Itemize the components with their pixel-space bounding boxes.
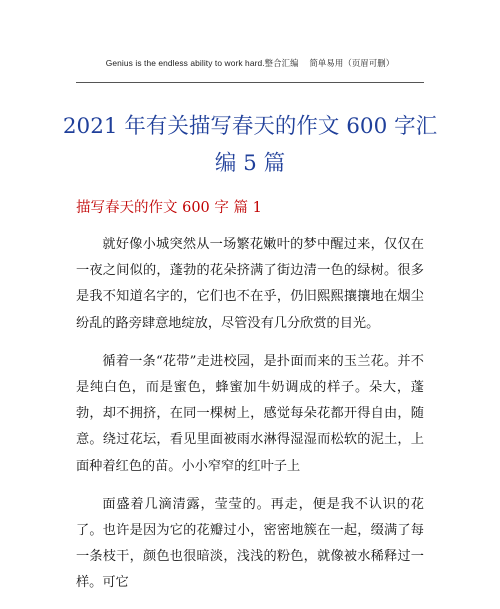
header-divider [76, 82, 424, 83]
section-heading: 描写春天的作文 600 字 篇 1 [76, 200, 262, 216]
page-header: Genius is the endless ability to work hard.整合汇编 简单易用（页眉可删） [105, 58, 395, 68]
body-text [76, 232, 424, 609]
paragraph: 面盛着几滴清露，莹莹的。再走，便是我不认识的花了。也许是因为它的花瓣过小，密密地簇在一起，缀满了每一条枝干，颜色也很暗淡，浅浅的粉色，就像被水稀释过一样。可它 [76, 496, 424, 591]
document-title: 2021 年有关描写春天的作文 600 字汇编 5 篇 [62, 114, 438, 177]
paragraph: 就好像小城突然从一场繁花嫩叶的梦中醒过来，仅仅在一夜之间似的，蓬勃的花朵挤满了街边清一色的绿树。很多是我不知道名字的，它们也不在乎，仍旧熙熙攘攘地在烟尘纷乱的路旁肆意地绽放，尽管没有几分欣赏的目光。 [76, 237, 424, 331]
paragraph: 循着一条“花带”走进校园，是扑面而来的玉兰花。并不是纯白色，而是蜜色，蜂蜜加牛奶调成的样子。朵大，蓬勃，却不拥挤，在同一棵树上，感觉每朵花都开得自由，随意。绕过花坛，看见里面被雨水淋得湿湿而松软的泥土，上面种着红色的苗。小小窄窄的红叶子上 [76, 353, 424, 474]
